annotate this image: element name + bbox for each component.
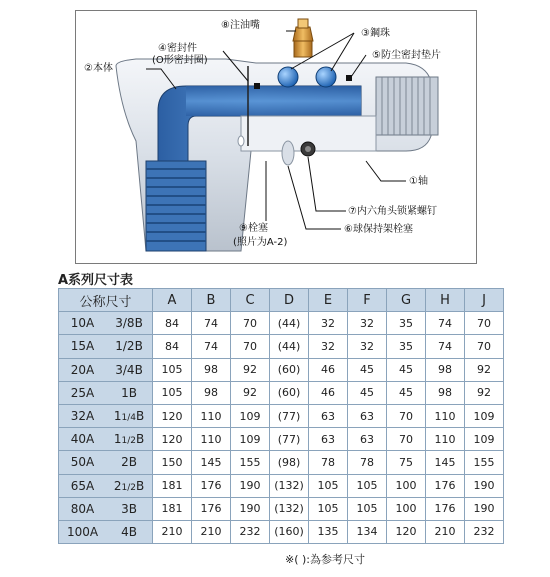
- dimension-cell-b: 110: [192, 428, 231, 451]
- dimension-cell-b: 176: [192, 474, 231, 497]
- header-col-d: D: [270, 289, 309, 312]
- dimension-cell-j: 109: [465, 404, 504, 427]
- size-b-unit: B: [135, 409, 145, 424]
- dimension-cell-j: 92: [465, 358, 504, 381]
- size-b-fraction: 1/4: [121, 413, 136, 424]
- dimension-cell-a: 84: [153, 312, 192, 335]
- dimension-cell-e: 32: [309, 312, 348, 335]
- size-b-unit: B: [135, 432, 145, 447]
- dimension-cell-d: (132): [270, 497, 309, 520]
- dimension-cell-c: 109: [231, 428, 270, 451]
- dimension-cell-b: 74: [192, 335, 231, 358]
- dimension-cell-f: 105: [348, 474, 387, 497]
- dimension-cell-h: 74: [426, 335, 465, 358]
- dimension-cell-f: 105: [348, 497, 387, 520]
- dimension-cell-j: 190: [465, 497, 504, 520]
- dimension-cell-d: (60): [270, 358, 309, 381]
- dimension-cell-e: 63: [309, 404, 348, 427]
- dimension-cell-e: 105: [309, 497, 348, 520]
- dimension-cell-h: 210: [426, 520, 465, 543]
- dimension-cell-c: 92: [231, 381, 270, 404]
- dimension-cell-j: 70: [465, 312, 504, 335]
- dimension-cell-a: 120: [153, 428, 192, 451]
- dimension-cell-c: 190: [231, 474, 270, 497]
- size-b-whole: 1: [113, 432, 122, 447]
- size-b-whole: 2: [113, 478, 122, 493]
- dimension-cell-g: 100: [387, 474, 426, 497]
- dimension-cell-b: 145: [192, 451, 231, 474]
- callout-ball-plug: ⑥球保持架栓塞: [344, 224, 413, 235]
- header-col-c: C: [231, 289, 270, 312]
- dimension-cell-g: 70: [387, 428, 426, 451]
- table-row: [59, 497, 504, 520]
- dimension-cell-j: 155: [465, 451, 504, 474]
- dimension-cell-h: 110: [426, 404, 465, 427]
- table-row: [59, 404, 504, 427]
- steel-ball: [316, 67, 336, 87]
- dimension-cell-h: 98: [426, 381, 465, 404]
- table-row: [59, 428, 504, 451]
- dimension-cell-e: 32: [309, 335, 348, 358]
- header-col-a: A: [153, 289, 192, 312]
- header-col-j: J: [465, 289, 504, 312]
- dimension-cell-e: 105: [309, 474, 348, 497]
- dimension-cell-h: 176: [426, 497, 465, 520]
- callout-plug-sub: (照片为A-2): [233, 237, 288, 248]
- dimension-cell-f: 45: [348, 381, 387, 404]
- size-a-cell: 50A: [59, 451, 107, 474]
- callout-seal: ④密封件: [158, 43, 197, 54]
- dimension-cell-g: 70: [387, 404, 426, 427]
- dimension-cell-e: 78: [309, 451, 348, 474]
- right-thread: [376, 77, 438, 135]
- dimension-cell-g: 35: [387, 312, 426, 335]
- size-b-cell: 3/8B: [106, 312, 152, 335]
- dimension-cell-j: 109: [465, 428, 504, 451]
- table-row: [59, 451, 504, 474]
- dimension-cell-c: 155: [231, 451, 270, 474]
- size-b-cell: 3B: [106, 497, 152, 520]
- dimension-cell-a: 150: [153, 451, 192, 474]
- dimension-cell-e: 46: [309, 358, 348, 381]
- dimension-cell-b: 98: [192, 381, 231, 404]
- dimension-cell-d: (160): [270, 520, 309, 543]
- dimension-cell-g: 100: [387, 497, 426, 520]
- dimension-cell-j: 232: [465, 520, 504, 543]
- table-row: [59, 520, 504, 543]
- dimension-cell-f: 134: [348, 520, 387, 543]
- oil-nipple: [294, 41, 312, 57]
- size-b-cell: [106, 428, 152, 451]
- table-row: [59, 358, 504, 381]
- size-b-cell: 1/2B: [106, 335, 152, 358]
- dimension-cell-c: 232: [231, 520, 270, 543]
- dimension-cell-e: 135: [309, 520, 348, 543]
- size-a-cell: 15A: [59, 335, 107, 358]
- dimension-cell-g: 45: [387, 358, 426, 381]
- dimension-cell-g: 75: [387, 451, 426, 474]
- dimension-cell-c: 70: [231, 312, 270, 335]
- table-row: [59, 474, 504, 497]
- size-b-cell: [106, 474, 152, 497]
- callout-seal-sub: (O形密封圈): [152, 55, 208, 66]
- dimension-cell-d: (44): [270, 312, 309, 335]
- size-b-cell: [106, 404, 152, 427]
- callout-hex-screw: ⑦内六角头锁紧螺钉: [348, 206, 437, 217]
- dimension-cell-f: 32: [348, 312, 387, 335]
- dimension-cell-j: 70: [465, 335, 504, 358]
- dimension-cell-h: 110: [426, 428, 465, 451]
- dimension-cell-b: 176: [192, 497, 231, 520]
- table-row: [59, 312, 504, 335]
- dimension-cell-d: (60): [270, 381, 309, 404]
- size-a-cell: 20A: [59, 358, 107, 381]
- size-b-fraction: 1/2: [121, 436, 136, 447]
- dimension-cell-a: 105: [153, 381, 192, 404]
- dimension-cell-j: 92: [465, 381, 504, 404]
- dimension-cell-d: (98): [270, 451, 309, 474]
- size-b-cell: 4B: [106, 520, 152, 543]
- dimension-cell-b: 110: [192, 404, 231, 427]
- dimension-cell-c: 92: [231, 358, 270, 381]
- size-b-fraction: 1/2: [121, 482, 136, 493]
- dimension-cell-f: 45: [348, 358, 387, 381]
- dimension-cell-f: 63: [348, 404, 387, 427]
- dimension-cell-a: 105: [153, 358, 192, 381]
- dimension-cell-g: 120: [387, 520, 426, 543]
- dimension-cell-b: 98: [192, 358, 231, 381]
- table-title: A系列尺寸表: [58, 273, 134, 288]
- steel-ball: [278, 67, 298, 87]
- dimension-cell-h: 74: [426, 312, 465, 335]
- dimension-cell-b: 74: [192, 312, 231, 335]
- dimension-cell-d: (132): [270, 474, 309, 497]
- dimension-cell-d: (77): [270, 404, 309, 427]
- dimension-cell-c: 190: [231, 497, 270, 520]
- callout-shaft: ①轴: [409, 176, 428, 187]
- dimension-cell-e: 63: [309, 428, 348, 451]
- header-col-b: B: [192, 289, 231, 312]
- dimension-cell-a: 181: [153, 474, 192, 497]
- table-header-row: [59, 289, 504, 312]
- header-col-g: G: [387, 289, 426, 312]
- dimension-cell-j: 190: [465, 474, 504, 497]
- size-b-unit: B: [135, 478, 145, 493]
- rotary-joint-illustration: [76, 11, 476, 263]
- callout-oil-nipple: ⑧注油嘴: [221, 20, 260, 31]
- callout-steel-ball: ③鋼珠: [361, 28, 390, 39]
- size-a-cell: 32A: [59, 404, 107, 427]
- dimension-cell-c: 70: [231, 335, 270, 358]
- dimension-table: [58, 288, 504, 544]
- dimension-cell-g: 35: [387, 335, 426, 358]
- dimension-cell-g: 45: [387, 381, 426, 404]
- header-col-h: H: [426, 289, 465, 312]
- size-a-cell: 100A: [59, 520, 107, 543]
- dimension-cell-f: 32: [348, 335, 387, 358]
- callout-plug: ⑨栓塞: [239, 223, 268, 234]
- dimension-cell-d: (77): [270, 428, 309, 451]
- table-row: [59, 381, 504, 404]
- ball-plug: [282, 141, 294, 165]
- dimension-cell-a: 210: [153, 520, 192, 543]
- size-a-cell: 40A: [59, 428, 107, 451]
- callout-dust-seal: ⑤防尘密封垫片: [372, 50, 441, 61]
- dimension-cell-b: 210: [192, 520, 231, 543]
- size-b-cell: 2B: [106, 451, 152, 474]
- dimension-cell-h: 176: [426, 474, 465, 497]
- dimension-cell-a: 181: [153, 497, 192, 520]
- size-a-cell: 80A: [59, 497, 107, 520]
- dimension-cell-f: 78: [348, 451, 387, 474]
- dimension-cell-a: 120: [153, 404, 192, 427]
- size-a-cell: 10A: [59, 312, 107, 335]
- header-col-e: E: [309, 289, 348, 312]
- dimension-cell-c: 109: [231, 404, 270, 427]
- size-b-cell: 3/4B: [106, 358, 152, 381]
- dimension-cell-d: (44): [270, 335, 309, 358]
- size-a-cell: 65A: [59, 474, 107, 497]
- reference-note: ※( ):為参考尺寸: [285, 553, 366, 566]
- header-nominal-size: 公称尺寸: [59, 289, 153, 312]
- size-a-cell: 25A: [59, 381, 107, 404]
- dimension-cell-f: 63: [348, 428, 387, 451]
- dimension-cell-a: 84: [153, 335, 192, 358]
- rotary-joint-diagram: [75, 10, 477, 264]
- table-row: [59, 335, 504, 358]
- header-col-f: F: [348, 289, 387, 312]
- size-b-cell: 1B: [106, 381, 152, 404]
- size-b-whole: 1: [113, 409, 122, 424]
- callout-body: ②本体: [84, 63, 113, 74]
- dimension-cell-e: 46: [309, 381, 348, 404]
- dimension-cell-h: 145: [426, 451, 465, 474]
- dimension-cell-h: 98: [426, 358, 465, 381]
